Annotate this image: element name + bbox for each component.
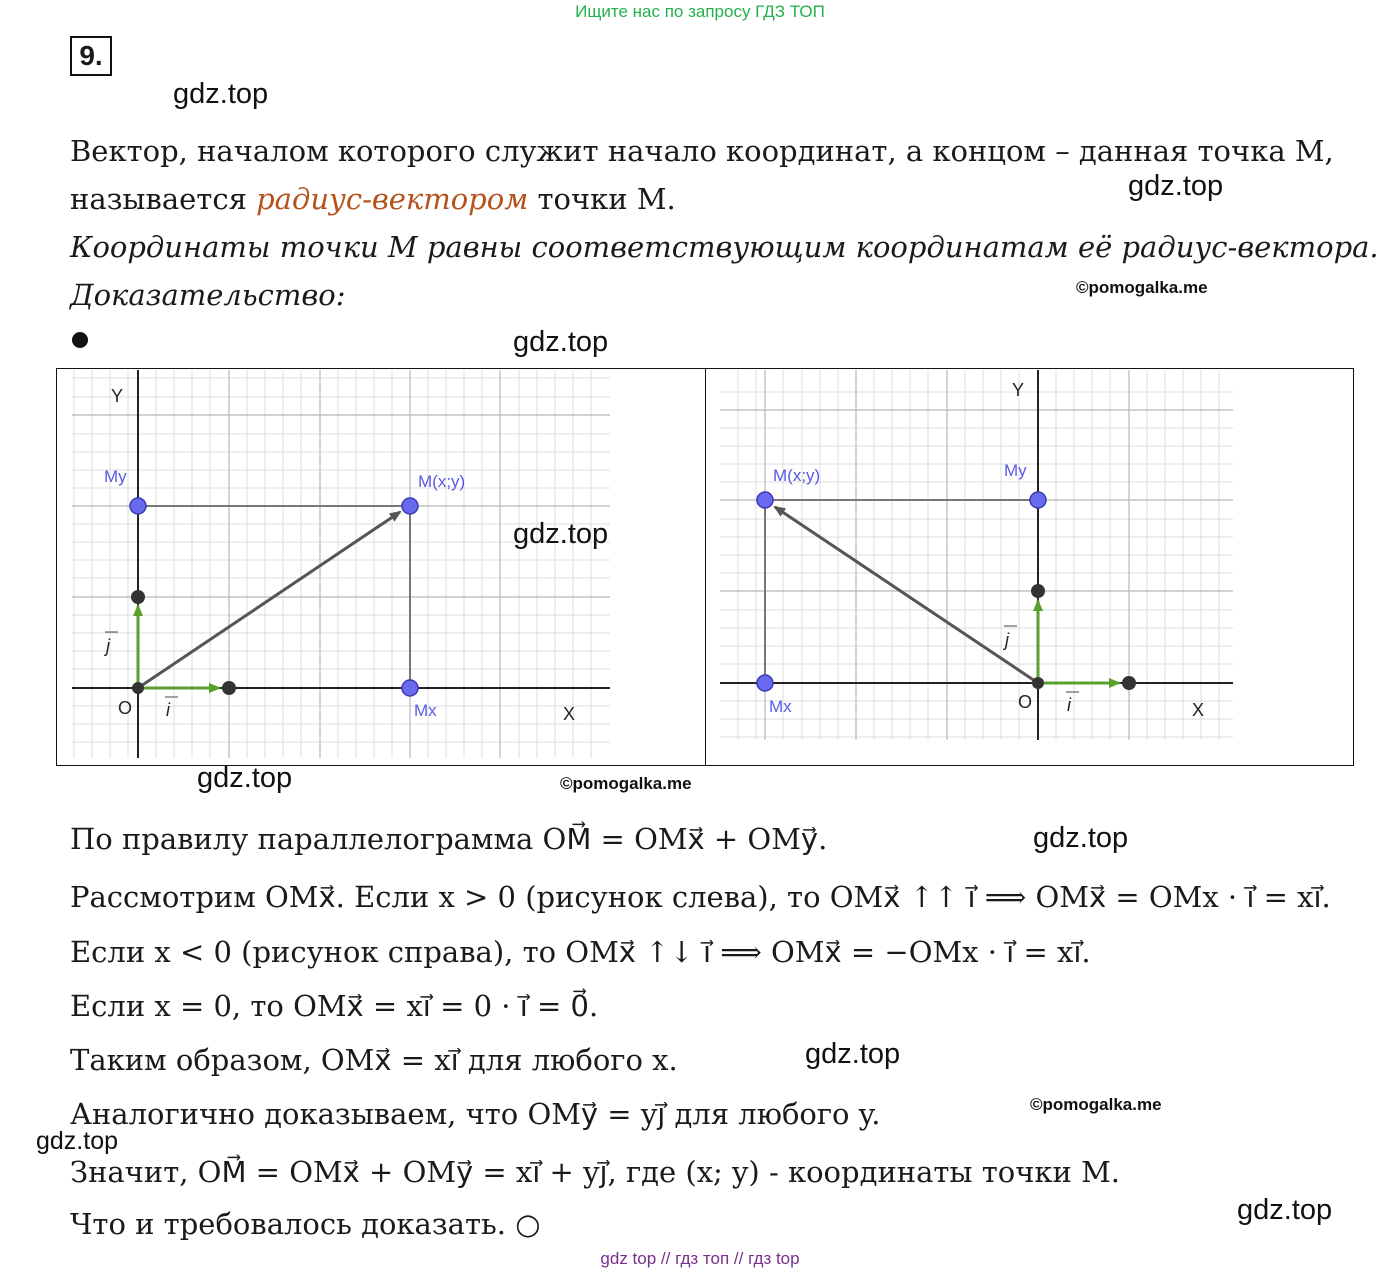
definition-line2-after: точки M. (528, 182, 676, 216)
right-point-my (1030, 492, 1046, 508)
watermark-gdz: gdz.top (805, 1038, 901, 1070)
definition-line2-before: называется (70, 182, 257, 216)
right-label-my: My (1004, 461, 1027, 480)
task-number: 9. (70, 36, 112, 76)
right-label-origin: O (1018, 692, 1033, 712)
left-j-end-point (131, 590, 145, 604)
proof-line-4: Если x = 0, то OMx⃗ = xi⃗ = 0 · i⃗ = 0⃗. (70, 989, 599, 1023)
right-j-end-point (1031, 584, 1045, 598)
left-label-mx: Mx (414, 701, 437, 720)
left-point-mx (402, 680, 418, 696)
watermark-pomogalka: ©pomogalka.me (1076, 278, 1208, 297)
theorem: Координаты точки M равны соответствующим координатам её радиус-вектора. (70, 230, 1379, 264)
right-point-m (757, 492, 773, 508)
right-label-y: Y (1012, 380, 1025, 400)
right-point-mx (757, 675, 773, 691)
left-label-j: j (106, 636, 110, 656)
right-label-mx: Mx (769, 697, 792, 716)
definition-line1: Вектор, началом которого служит начало координат, а концом – данная точка M, (70, 134, 1334, 168)
proof-line-2: Рассмотрим OMx⃗. Если x > 0 (рисунок слева), то OMx⃗ ↑↑ i⃗ ⟹ OMx⃗ = OMx · i⃗ = xi⃗. (70, 880, 1331, 914)
footer-links[interactable]: gdz top // гдз топ // гдз top (600, 1249, 800, 1268)
watermark-gdz: gdz.top (513, 518, 609, 550)
left-grid-major (72, 370, 610, 758)
right-i-end-point (1122, 676, 1136, 690)
watermark-gdz: gdz.top (1033, 822, 1129, 854)
proof-label: Доказательство: (70, 278, 346, 312)
right-label-m: M(x;y) (773, 466, 821, 485)
proof-line-5: Таким образом, OMx⃗ = xi⃗ для любого x. (70, 1043, 678, 1077)
left-figure (72, 370, 610, 758)
left-label-x: X (563, 704, 576, 724)
left-radius-vector (138, 512, 400, 688)
left-label-origin: O (118, 698, 133, 718)
left-grid (72, 370, 610, 758)
proof-line-7: Значит, OM⃗ = OMx⃗ + OMy⃗ = xi⃗ + yj⃗, где (x; y) - координаты точки M. (70, 1155, 1120, 1189)
left-i-end-point (222, 681, 236, 695)
watermark-gdz: gdz.top (1128, 170, 1224, 202)
right-label-i: i (1067, 695, 1071, 715)
watermark-gdz: gdz.top (197, 762, 293, 794)
left-point-my (130, 498, 146, 514)
left-label-my: My (104, 467, 127, 486)
right-grid (720, 370, 1233, 740)
proof-line-8: Что и требовалось доказать. ○ (70, 1207, 541, 1241)
watermark-pomogalka: ©pomogalka.me (1030, 1095, 1162, 1114)
top-banner: Ищите нас по запросу ГДЗ ТОП (575, 2, 825, 21)
left-label-m: M(x;y) (418, 472, 466, 491)
watermark-gdz: gdz.top (36, 1127, 119, 1155)
proof-line-1: По правилу параллелограмма OM⃗ = OMx⃗ + OMy⃗. (70, 822, 828, 856)
left-point-m (402, 498, 418, 514)
right-figure (720, 370, 1233, 740)
right-label-j: j (1005, 630, 1009, 650)
right-label-x: X (1192, 700, 1205, 720)
watermark-pomogalka: ©pomogalka.me (560, 774, 692, 793)
left-label-i: i (166, 700, 170, 720)
watermark-gdz: gdz.top (513, 326, 609, 358)
proof-line-6: Аналогично доказываем, что OMy⃗ = yj⃗ для любого y. (70, 1097, 881, 1131)
radius-vector-term: радиус-вектором (256, 182, 529, 216)
left-origin-point (132, 682, 144, 694)
proof-line-3: Если x < 0 (рисунок справа), то OMx⃗ ↑↓ i⃗ ⟹ OMx⃗ = −OMx · i⃗ = xi⃗. (70, 935, 1091, 969)
right-radius-vector (775, 507, 1038, 683)
right-origin-point (1032, 677, 1044, 689)
left-label-y: Y (111, 386, 124, 406)
watermark-gdz: gdz.top (173, 78, 269, 110)
watermark-gdz: gdz.top (1237, 1194, 1333, 1226)
